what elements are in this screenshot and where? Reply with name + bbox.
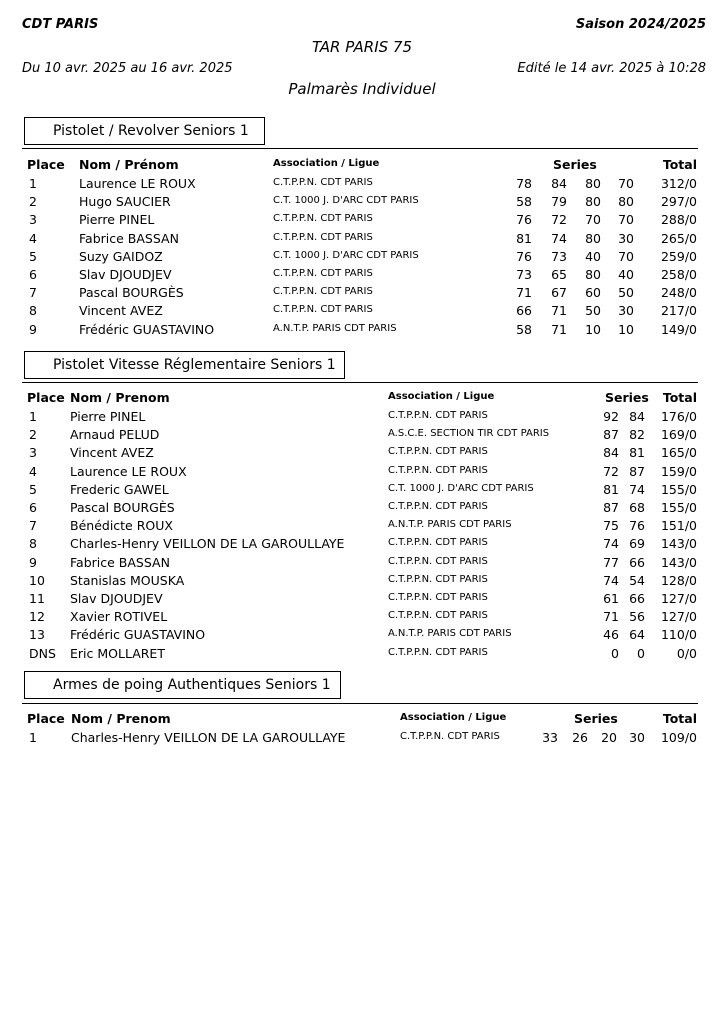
table-row <box>0 609 724 627</box>
table-row <box>0 322 724 340</box>
cell-series: 80 <box>585 194 601 210</box>
cell-name: Stanislas MOUSKA <box>70 572 185 588</box>
cell-series: 74 <box>603 536 619 552</box>
cell-series: 68 <box>629 500 645 515</box>
cell-place: 1 <box>29 176 37 191</box>
cell-name: Eric MOLLARET <box>70 645 165 661</box>
cell-place: 1 <box>29 409 37 424</box>
cell-series: 30 <box>618 230 634 246</box>
cell-series: 81 <box>603 481 619 497</box>
cell-series: 71 <box>603 609 619 625</box>
col-place: Place <box>27 390 65 405</box>
cell-total: 169/0 <box>660 427 697 443</box>
cell-place: 5 <box>29 248 37 264</box>
col-place: Place <box>27 157 65 172</box>
section-title: Armes de poing Authentiques Seniors 1 <box>24 671 341 699</box>
cell-place: 7 <box>29 285 37 301</box>
cell-series: 92 <box>603 409 619 424</box>
table-row <box>0 409 724 427</box>
edited-timestamp: Edité le 14 avr. 2025 à 10:28 <box>517 61 706 76</box>
table-row <box>0 573 724 591</box>
table-row <box>0 303 724 321</box>
cell-association: C.T.P.P.N. CDT PARIS <box>388 555 488 567</box>
cell-series: 30 <box>618 303 634 319</box>
cell-name: Hugo SAUCIER <box>79 194 171 210</box>
cell-association: A.S.C.E. SECTION TIR CDT PARIS <box>388 428 550 440</box>
cell-series: 50 <box>585 303 601 319</box>
cell-association: C.T. 1000 J. D'ARC CDT PARIS <box>273 249 419 261</box>
cell-series: 81 <box>516 230 532 246</box>
cell-series: 40 <box>618 267 634 282</box>
cell-series: 10 <box>618 321 634 337</box>
cell-series: 69 <box>629 536 645 552</box>
cell-name: Laurence LE ROUX <box>79 176 196 191</box>
cell-place: 8 <box>29 303 37 319</box>
cell-place: 9 <box>29 321 37 337</box>
cell-association: C.T.P.P.N. CDT PARIS <box>388 501 488 512</box>
cell-series: 87 <box>603 500 619 515</box>
cell-series: 76 <box>516 212 532 228</box>
cell-series: 73 <box>551 248 567 264</box>
cell-series: 30 <box>629 730 645 745</box>
cell-series: 64 <box>629 627 645 643</box>
cell-series: 70 <box>585 212 601 228</box>
cell-place: 10 <box>29 572 45 588</box>
cell-association: A.N.T.P. PARIS CDT PARIS <box>388 519 512 531</box>
table-row <box>0 231 724 249</box>
cell-total: 128/0 <box>660 572 697 588</box>
cell-total: 297/0 <box>660 194 697 210</box>
cell-place: 2 <box>29 194 37 210</box>
cell-name: Pierre PINEL <box>70 409 146 424</box>
cell-name: Fabrice BASSAN <box>79 230 179 246</box>
table-row <box>0 482 724 500</box>
cell-name: Pierre PINEL <box>79 212 155 228</box>
cell-name: Charles-Henry VEILLON DE LA GAROULLAYE <box>70 536 345 552</box>
cell-series: 87 <box>603 427 619 443</box>
cell-total: 109/0 <box>660 730 697 745</box>
table-row <box>0 194 724 212</box>
col-series: Series <box>605 390 649 405</box>
section-title: Pistolet / Revolver Seniors 1 <box>24 117 265 145</box>
cell-series: 71 <box>516 285 532 301</box>
cell-name: Arnaud PELUD <box>70 427 160 443</box>
table-row <box>0 555 724 573</box>
table-row <box>0 536 724 554</box>
cell-series: 84 <box>551 176 567 191</box>
cell-series: 26 <box>572 730 588 745</box>
cell-series: 56 <box>629 609 645 625</box>
cell-series: 54 <box>629 572 645 588</box>
cell-name: Bénédicte ROUX <box>70 518 173 534</box>
cell-series: 70 <box>618 212 634 228</box>
cell-series: 40 <box>585 248 601 264</box>
cell-series: 80 <box>585 267 601 282</box>
cell-association: A.N.T.P. PARIS CDT PARIS <box>388 628 512 640</box>
col-series: Series <box>553 157 597 172</box>
cell-total: 143/0 <box>660 554 697 570</box>
cell-series: 82 <box>629 427 645 443</box>
cell-series: 70 <box>618 248 634 264</box>
page-subtitle: Palmarès Individuel <box>288 80 436 98</box>
table-row <box>0 285 724 303</box>
cell-association: C.T.P.P.N. CDT PARIS <box>273 213 373 225</box>
cell-series: 84 <box>629 409 645 424</box>
cell-association: C.T.P.P.N. CDT PARIS <box>273 268 373 279</box>
cell-series: 87 <box>629 463 645 479</box>
cell-name: Pascal BOURGÈS <box>70 500 175 515</box>
cell-name: Pascal BOURGÈS <box>79 285 184 301</box>
cell-place: 3 <box>29 445 37 461</box>
cell-association: C.T.P.P.N. CDT PARIS <box>388 610 488 622</box>
col-name: Nom / Prenom <box>71 711 171 726</box>
cell-series: 61 <box>603 591 619 606</box>
cell-place: 3 <box>29 212 37 228</box>
table-row <box>0 646 724 664</box>
cell-association: C.T.P.P.N. CDT PARIS <box>388 446 488 458</box>
cell-total: 176/0 <box>660 409 697 424</box>
cell-name: Xavier ROTIVEL <box>70 609 168 625</box>
table-row <box>0 518 724 536</box>
cell-association: A.N.T.P. PARIS CDT PARIS <box>273 322 397 334</box>
cell-association: C.T. 1000 J. D'ARC CDT PARIS <box>388 482 534 494</box>
cell-series: 84 <box>603 445 619 461</box>
cell-series: 66 <box>629 554 645 570</box>
cell-total: 217/0 <box>660 303 697 319</box>
col-total: Total <box>662 390 697 405</box>
col-total: Total <box>662 157 697 172</box>
cell-total: 312/0 <box>660 176 697 191</box>
col-name: Nom / Prénom <box>79 157 179 172</box>
cell-name: Charles-Henry VEILLON DE LA GAROULLAYE <box>71 730 346 745</box>
cell-series: 71 <box>551 321 567 337</box>
cell-total: 165/0 <box>660 445 697 461</box>
cell-total: 143/0 <box>660 536 697 552</box>
cell-series: 71 <box>551 303 567 319</box>
section-rule <box>22 148 698 149</box>
cell-association: C.T. 1000 J. D'ARC CDT PARIS <box>273 195 419 207</box>
cell-association: C.T.P.P.N. CDT PARIS <box>388 464 488 476</box>
cell-total: 265/0 <box>660 230 697 246</box>
cell-series: 80 <box>618 194 634 210</box>
cell-place: 2 <box>29 427 37 443</box>
cell-place: 4 <box>29 463 37 479</box>
cell-total: 288/0 <box>660 212 697 228</box>
cell-association: C.T.P.P.N. CDT PARIS <box>400 731 500 742</box>
cell-series: 33 <box>542 730 558 745</box>
cell-series: 72 <box>603 463 619 479</box>
cell-series: 74 <box>629 481 645 497</box>
cell-name: Vincent AVEZ <box>70 445 154 461</box>
col-association: Association / Ligue <box>400 712 507 723</box>
table-row <box>0 267 724 285</box>
cell-association: C.T.P.P.N. CDT PARIS <box>388 573 488 585</box>
cell-total: 155/0 <box>660 481 697 497</box>
cell-series: 20 <box>601 730 617 745</box>
cell-series: 75 <box>603 518 619 534</box>
cell-place: 6 <box>29 500 37 515</box>
cell-series: 0 <box>637 645 645 661</box>
cell-series: 58 <box>516 194 532 210</box>
section-title: Pistolet Vitesse Réglementaire Seniors 1 <box>24 351 345 379</box>
cell-total: 248/0 <box>660 285 697 301</box>
cell-place: 5 <box>29 481 37 497</box>
cell-total: 151/0 <box>660 518 697 534</box>
table-row <box>0 627 724 645</box>
table-row <box>0 427 724 445</box>
cell-association: C.T.P.P.N. CDT PARIS <box>273 304 373 316</box>
cell-series: 70 <box>618 176 634 191</box>
cell-place: 9 <box>29 554 37 570</box>
cell-place: 11 <box>29 591 45 606</box>
table-row <box>0 212 724 230</box>
cell-place: 7 <box>29 518 37 534</box>
cell-name: Fabrice BASSAN <box>70 554 170 570</box>
cell-association: C.T.P.P.N. CDT PARIS <box>273 231 373 243</box>
cell-place: 1 <box>29 730 37 745</box>
cell-series: 76 <box>516 248 532 264</box>
section-rule <box>22 703 698 704</box>
col-association: Association / Ligue <box>273 158 380 169</box>
cell-place: 6 <box>29 267 37 282</box>
cell-series: 80 <box>585 230 601 246</box>
section-rule <box>22 382 698 383</box>
cell-place: 12 <box>29 609 45 625</box>
page-title: TAR PARIS 75 <box>311 38 413 56</box>
cell-series: 60 <box>585 285 601 301</box>
cell-series: 79 <box>551 194 567 210</box>
cell-total: 258/0 <box>660 267 697 282</box>
table-row <box>0 591 724 609</box>
cell-series: 76 <box>629 518 645 534</box>
cell-name: Vincent AVEZ <box>79 303 163 319</box>
cell-series: 46 <box>603 627 619 643</box>
cell-series: 73 <box>516 267 532 282</box>
col-name: Nom / Prenom <box>70 390 170 405</box>
col-series: Series <box>574 711 618 726</box>
cell-name: Suzy GAIDOZ <box>79 248 163 264</box>
cell-name: Frederic GAWEL <box>70 481 169 497</box>
cell-series: 78 <box>516 176 532 191</box>
table-row <box>0 249 724 267</box>
cell-total: 110/0 <box>660 627 697 643</box>
date-range: Du 10 avr. 2025 au 16 avr. 2025 <box>22 61 233 76</box>
cell-series: 67 <box>551 285 567 301</box>
cell-place: 4 <box>29 230 37 246</box>
cell-name: Slav DJOUDJEV <box>70 591 163 606</box>
cell-series: 65 <box>551 267 567 282</box>
cell-association: C.T.P.P.N. CDT PARIS <box>273 286 373 298</box>
table-row <box>0 176 724 194</box>
col-association: Association / Ligue <box>388 391 495 402</box>
col-place: Place <box>27 711 65 726</box>
table-row <box>0 464 724 482</box>
cell-series: 81 <box>629 445 645 461</box>
cell-name: Laurence LE ROUX <box>70 463 187 479</box>
table-row <box>0 445 724 463</box>
cell-series: 0 <box>611 645 619 661</box>
cell-series: 66 <box>516 303 532 319</box>
col-total: Total <box>662 711 697 726</box>
cell-series: 74 <box>603 572 619 588</box>
cell-total: 149/0 <box>660 321 697 337</box>
cell-name: Frédéric GUASTAVINO <box>70 627 206 643</box>
header-org: CDT PARIS <box>22 17 99 32</box>
cell-total: 155/0 <box>660 500 697 515</box>
cell-total: 127/0 <box>660 591 697 606</box>
cell-series: 72 <box>551 212 567 228</box>
cell-association: C.T.P.P.N. CDT PARIS <box>388 592 488 603</box>
cell-series: 50 <box>618 285 634 301</box>
cell-place: 8 <box>29 536 37 552</box>
table-row <box>0 730 724 748</box>
cell-name: Frédéric GUASTAVINO <box>79 321 215 337</box>
cell-association: C.T.P.P.N. CDT PARIS <box>388 646 488 658</box>
cell-association: C.T.P.P.N. CDT PARIS <box>388 537 488 549</box>
cell-series: 80 <box>585 176 601 191</box>
cell-association: C.T.P.P.N. CDT PARIS <box>388 410 488 421</box>
cell-place: 13 <box>29 627 45 643</box>
cell-series: 77 <box>603 554 619 570</box>
cell-place: DNS <box>29 645 56 661</box>
cell-series: 58 <box>516 321 532 337</box>
cell-name: Slav DJOUDJEV <box>79 267 172 282</box>
header-season: Saison 2024/2025 <box>575 17 706 32</box>
cell-total: 127/0 <box>660 609 697 625</box>
cell-series: 10 <box>585 321 601 337</box>
table-row <box>0 500 724 518</box>
cell-series: 74 <box>551 230 567 246</box>
cell-total: 159/0 <box>660 463 697 479</box>
cell-total: 0/0 <box>676 645 697 661</box>
cell-series: 66 <box>629 591 645 606</box>
cell-association: C.T.P.P.N. CDT PARIS <box>273 177 373 188</box>
cell-total: 259/0 <box>660 248 697 264</box>
